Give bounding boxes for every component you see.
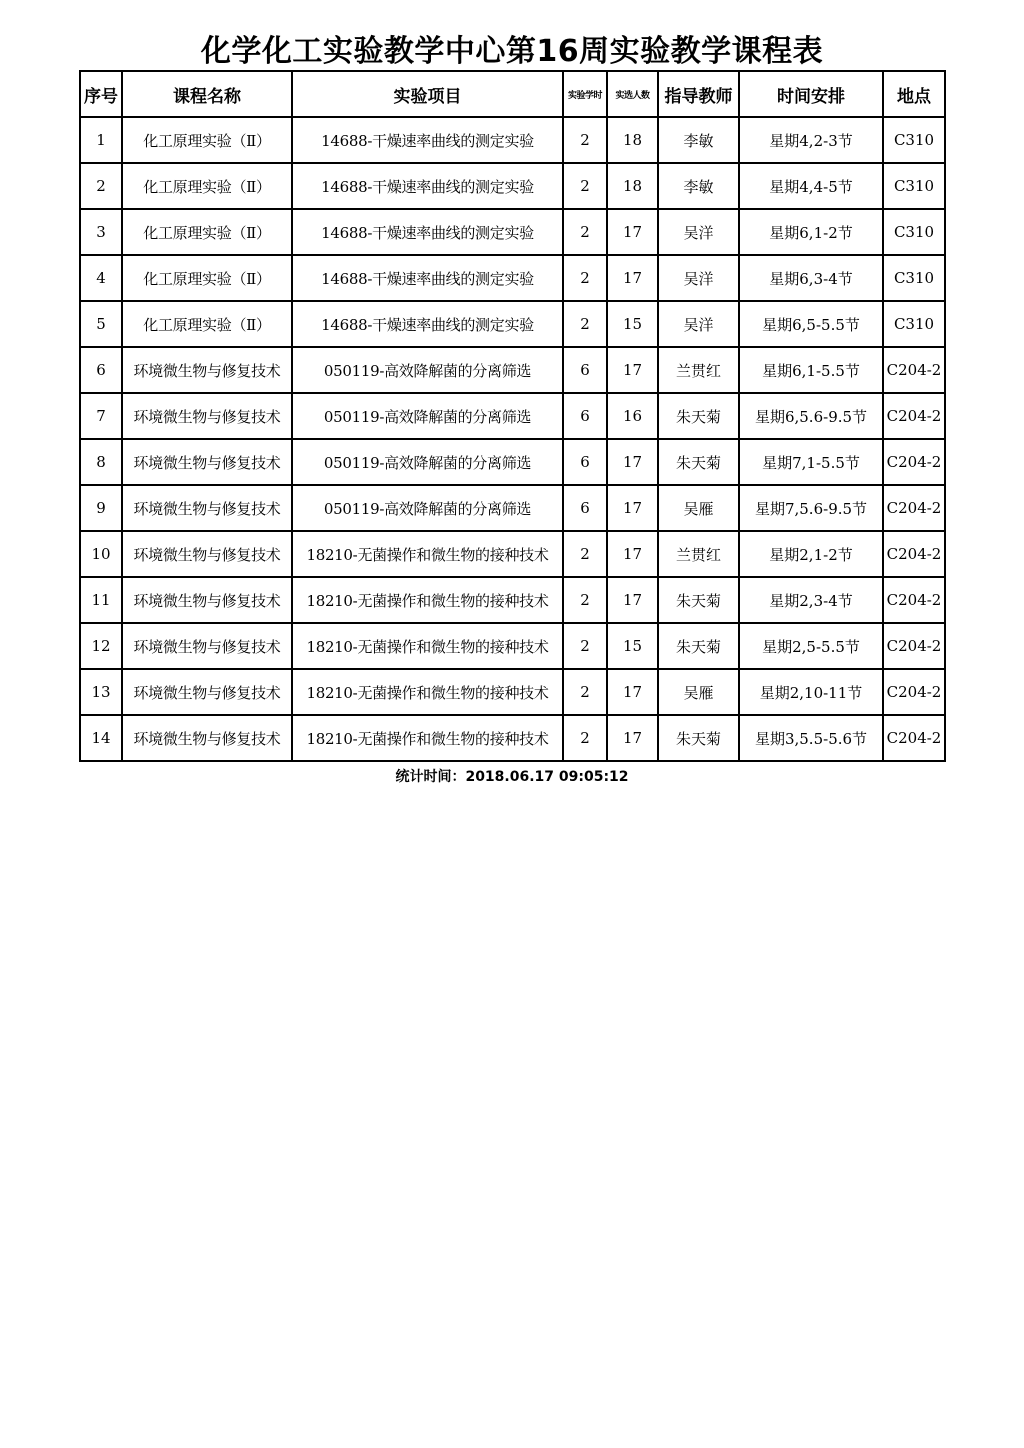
cell-project: 050119-高效降解菌的分离筛选 [292, 347, 563, 393]
cell-hours: 2 [563, 163, 607, 209]
schedule-table [79, 70, 946, 762]
cell-project: 050119-高效降解菌的分离筛选 [292, 393, 563, 439]
cell-location: C204-2 [883, 439, 945, 485]
cell-location: C310 [883, 209, 945, 255]
table-row [80, 255, 945, 301]
header-hours: 实验学时 [563, 71, 607, 117]
table-row [80, 393, 945, 439]
cell-course: 化工原理实验（Ⅱ） [122, 209, 292, 255]
cell-seq: 4 [80, 255, 122, 301]
cell-seq: 12 [80, 623, 122, 669]
cell-seq: 13 [80, 669, 122, 715]
header-seq: 序号 [80, 71, 122, 117]
cell-teacher: 李敏 [658, 163, 739, 209]
cell-location: C204-2 [883, 623, 945, 669]
cell-students: 17 [607, 209, 658, 255]
header-course: 课程名称 [122, 71, 292, 117]
cell-hours: 6 [563, 439, 607, 485]
cell-time: 星期2,1-2节 [739, 531, 883, 577]
header-row [80, 71, 945, 117]
cell-time: 星期4,4-5节 [739, 163, 883, 209]
cell-seq: 7 [80, 393, 122, 439]
cell-hours: 2 [563, 255, 607, 301]
cell-course: 化工原理实验（Ⅱ） [122, 117, 292, 163]
header-teacher: 指导教师 [658, 71, 739, 117]
cell-course: 环境微生物与修复技术 [122, 347, 292, 393]
cell-course: 环境微生物与修复技术 [122, 393, 292, 439]
table-row [80, 117, 945, 163]
cell-location: C204-2 [883, 393, 945, 439]
cell-time: 星期6,3-4节 [739, 255, 883, 301]
cell-seq: 2 [80, 163, 122, 209]
cell-seq: 9 [80, 485, 122, 531]
cell-seq: 5 [80, 301, 122, 347]
cell-students: 17 [607, 531, 658, 577]
table-row [80, 439, 945, 485]
cell-seq: 10 [80, 531, 122, 577]
cell-hours: 2 [563, 531, 607, 577]
cell-project: 14688-干燥速率曲线的测定实验 [292, 209, 563, 255]
cell-students: 17 [607, 485, 658, 531]
cell-teacher: 兰贯红 [658, 347, 739, 393]
header-students: 实选人数 [607, 71, 658, 117]
cell-teacher: 朱天菊 [658, 393, 739, 439]
table-row [80, 163, 945, 209]
cell-hours: 2 [563, 623, 607, 669]
cell-students: 16 [607, 393, 658, 439]
table-row [80, 715, 945, 761]
page-title: 化学化工实验教学中心第16周实验教学课程表 [200, 34, 824, 69]
cell-seq: 11 [80, 577, 122, 623]
cell-course: 化工原理实验（Ⅱ） [122, 163, 292, 209]
cell-time: 星期7,1-5.5节 [739, 439, 883, 485]
cell-location: C310 [883, 301, 945, 347]
cell-teacher: 朱天菊 [658, 577, 739, 623]
cell-project: 18210-无菌操作和微生物的接种技术 [292, 531, 563, 577]
cell-seq: 3 [80, 209, 122, 255]
cell-students: 18 [607, 117, 658, 163]
cell-time: 星期2,5-5.5节 [739, 623, 883, 669]
cell-project: 14688-干燥速率曲线的测定实验 [292, 301, 563, 347]
cell-time: 星期6,1-5.5节 [739, 347, 883, 393]
table-row [80, 301, 945, 347]
table-row [80, 623, 945, 669]
cell-hours: 2 [563, 117, 607, 163]
cell-time: 星期7,5.6-9.5节 [739, 485, 883, 531]
cell-teacher: 朱天菊 [658, 439, 739, 485]
header-project: 实验项目 [292, 71, 563, 117]
cell-hours: 6 [563, 485, 607, 531]
cell-hours: 6 [563, 393, 607, 439]
stat-time: 统计时间：2018.06.17 09:05:12 [395, 769, 629, 785]
cell-teacher: 吴洋 [658, 255, 739, 301]
cell-seq: 1 [80, 117, 122, 163]
cell-teacher: 吴洋 [658, 209, 739, 255]
cell-teacher: 李敏 [658, 117, 739, 163]
cell-time: 星期6,5.6-9.5节 [739, 393, 883, 439]
cell-project: 050119-高效降解菌的分离筛选 [292, 485, 563, 531]
cell-time: 星期6,5-5.5节 [739, 301, 883, 347]
cell-hours: 2 [563, 715, 607, 761]
cell-teacher: 朱天菊 [658, 623, 739, 669]
cell-hours: 2 [563, 577, 607, 623]
cell-hours: 2 [563, 209, 607, 255]
cell-location: C310 [883, 163, 945, 209]
cell-course: 环境微生物与修复技术 [122, 669, 292, 715]
header-location: 地点 [883, 71, 945, 117]
cell-students: 17 [607, 577, 658, 623]
cell-seq: 14 [80, 715, 122, 761]
table-row [80, 347, 945, 393]
table-row [80, 577, 945, 623]
cell-hours: 6 [563, 347, 607, 393]
table-row [80, 485, 945, 531]
cell-teacher: 吴雁 [658, 669, 739, 715]
cell-time: 星期4,2-3节 [739, 117, 883, 163]
cell-time: 星期3,5.5-5.6节 [739, 715, 883, 761]
cell-seq: 8 [80, 439, 122, 485]
cell-project: 18210-无菌操作和微生物的接种技术 [292, 577, 563, 623]
header-time: 时间安排 [739, 71, 883, 117]
cell-teacher: 兰贯红 [658, 531, 739, 577]
cell-project: 18210-无菌操作和微生物的接种技术 [292, 669, 563, 715]
cell-location: C204-2 [883, 347, 945, 393]
cell-students: 17 [607, 715, 658, 761]
cell-students: 17 [607, 255, 658, 301]
cell-project: 14688-干燥速率曲线的测定实验 [292, 255, 563, 301]
cell-location: C204-2 [883, 485, 945, 531]
table-row [80, 531, 945, 577]
cell-project: 050119-高效降解菌的分离筛选 [292, 439, 563, 485]
cell-students: 18 [607, 163, 658, 209]
cell-students: 17 [607, 669, 658, 715]
cell-course: 环境微生物与修复技术 [122, 439, 292, 485]
cell-location: C204-2 [883, 669, 945, 715]
cell-students: 15 [607, 301, 658, 347]
cell-project: 18210-无菌操作和微生物的接种技术 [292, 623, 563, 669]
cell-course: 环境微生物与修复技术 [122, 715, 292, 761]
cell-course: 环境微生物与修复技术 [122, 531, 292, 577]
cell-seq: 6 [80, 347, 122, 393]
table-row [80, 209, 945, 255]
cell-course: 环境微生物与修复技术 [122, 623, 292, 669]
cell-project: 18210-无菌操作和微生物的接种技术 [292, 715, 563, 761]
cell-students: 17 [607, 439, 658, 485]
table-body [80, 117, 945, 761]
cell-location: C310 [883, 255, 945, 301]
cell-teacher: 吴雁 [658, 485, 739, 531]
cell-hours: 2 [563, 301, 607, 347]
cell-course: 环境微生物与修复技术 [122, 577, 292, 623]
cell-time: 星期2,3-4节 [739, 577, 883, 623]
cell-teacher: 朱天菊 [658, 715, 739, 761]
cell-time: 星期2,10-11节 [739, 669, 883, 715]
cell-teacher: 吴洋 [658, 301, 739, 347]
cell-location: C204-2 [883, 715, 945, 761]
cell-course: 环境微生物与修复技术 [122, 485, 292, 531]
cell-location: C310 [883, 117, 945, 163]
cell-project: 14688-干燥速率曲线的测定实验 [292, 163, 563, 209]
cell-course: 化工原理实验（Ⅱ） [122, 301, 292, 347]
cell-location: C204-2 [883, 531, 945, 577]
cell-hours: 2 [563, 669, 607, 715]
cell-location: C204-2 [883, 577, 945, 623]
table-row [80, 669, 945, 715]
cell-students: 15 [607, 623, 658, 669]
cell-course: 化工原理实验（Ⅱ） [122, 255, 292, 301]
cell-time: 星期6,1-2节 [739, 209, 883, 255]
cell-project: 14688-干燥速率曲线的测定实验 [292, 117, 563, 163]
cell-students: 17 [607, 347, 658, 393]
